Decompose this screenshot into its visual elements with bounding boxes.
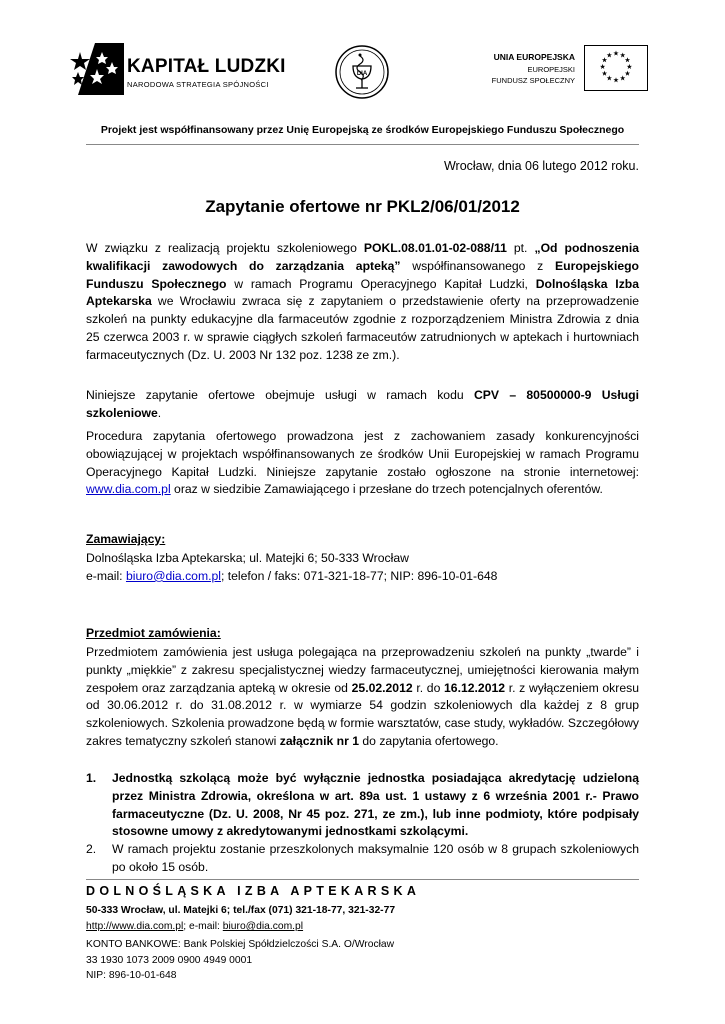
efs-name: Europejskiego Funduszu Społecznego [86, 258, 639, 291]
footer-bank-name: KONTO BANKOWE: Bank Polskiej Spółdzielczości S.A. O/Wrocław [86, 939, 395, 950]
subject-heading: Przedmiot zamówienia: [86, 626, 221, 640]
eu-label-line1: UNIA EUROPEJSKA [493, 52, 575, 62]
footer-address: 50-333 Wrocław, ul. Matejki 6; tel./fax (071) 321-18-77, 321-32-77 [86, 905, 396, 916]
client-heading: Zamawiający: [86, 532, 166, 546]
client-phone-nip: ; telefon / faks: 071-321-18-77; NIP: 896-10-01-648 [221, 568, 498, 583]
intro-text-3: współfinansowanego z [400, 258, 556, 273]
cpv-paragraph [86, 387, 639, 423]
intro-text-2: pt. [506, 241, 535, 255]
organization-name: Dolnośląska Izba Aptekarska [86, 276, 640, 309]
subject-text-4: do zapytania ofertowego. [359, 733, 499, 748]
footer-web-contact [86, 921, 303, 932]
procedure-paragraph [86, 428, 639, 499]
dia-logo-text: DIA [356, 71, 368, 77]
cpv-text-2: . [157, 405, 162, 420]
end-date: 16.12.2012 [444, 680, 506, 695]
footer-website-link[interactable]: http://www.dia.com.pl [86, 921, 184, 932]
procedure-text-2: oraz w siedzibie Zamawiającego i przesłane do trzech potencjalnych oferentów. [170, 482, 603, 497]
eu-label [487, 52, 575, 87]
dia-pharmacy-logo-icon [334, 44, 390, 100]
cpv-text-1: Niniejsze zapytanie ofertowe obejmuje usługi w ramach kodu [86, 388, 474, 402]
eu-label-line2: EUROPEJSKI [527, 64, 575, 74]
intro-text-1: W związku z realizacją projektu szkoleniowego [86, 241, 364, 255]
cpv-code: CPV – 80500000-9 Usługi szkoleniowe [86, 388, 639, 420]
header-divider [86, 144, 639, 145]
client-contact [86, 568, 639, 586]
list-item [86, 841, 639, 877]
project-title: „Od podnoszenia kwalifikacji zawodowych do zarządzania apteką” [86, 241, 639, 273]
footer-organization: DOLNOŚLĄSKA IZBA APTEKARSKA [86, 884, 421, 898]
client-address: Dolnośląska Izba Aptekarska; ul. Matejki 6; 50-333 Wrocław [86, 551, 409, 565]
list-item-number: 1. [86, 771, 97, 785]
eu-flag-icon [584, 45, 648, 91]
intro-text-5: we Wrocławiu zwraca się z zapytaniem o przedstawienie oferty na przeprowadzenie szkoleń na punkty edukacyjne dla farmaceutów zgodnie z rozporządzeniem Ministra Zdrowia z dnia 25 czerwca 2003 r. w sprawie ciągłych szkoleń farmaceutów zatrudnionych w aptekach i hurtowniach farmaceutycznych (Dz. U. 2003 Nr 132 poz. 1238 ze zm.). [86, 294, 639, 362]
subject-text-2: r. do [412, 680, 445, 695]
kapital-ludzki-title: KAPITAŁ LUDZKI [127, 56, 286, 77]
list-item [86, 770, 639, 841]
footer-divider [86, 879, 639, 880]
list-item-number: 2. [86, 842, 97, 857]
client-email-link[interactable]: biuro@dia.com.pl [125, 568, 221, 583]
intro-paragraph [86, 240, 639, 365]
attachment-reference: załącznik nr 1 [279, 733, 359, 748]
client-details [86, 550, 639, 586]
footer-bank-details [86, 937, 394, 984]
page-title: Zapytanie ofertowe nr PKL2/06/01/2012 [205, 197, 520, 216]
client-email-label: e-mail: [86, 568, 126, 583]
kapital-ludzki-logo-icon [66, 43, 124, 95]
footer-account-number: 33 1930 1073 2009 0900 4949 0001 [86, 954, 253, 966]
eu-label-line3: FUNDUSZ SPOŁECZNY [491, 76, 575, 85]
footer-email-label: ; e-mail: [183, 921, 223, 932]
subject-text-3: r. z wyłączeniem okresu od 30.06.2012 r. do 31.08.2012 r. w wymiarze 54 godzin szkoleniowych dla każdej z 8 grup szkoleniowych. Szkolenia prowadzone będą w formie warsztatów, case study, wykładów. Szczegółowy zakres tematyczny szkoleń stanowi [86, 680, 639, 748]
subject-text-1: Przedmiotem zamówienia jest usługa polegająca na przeprowadzeniu szkoleń na punkty „twarde” i punkty „miękkie” z zakresu specjalistycznej wiedzy farmaceutycznej, umiejętności kierowania małym zespołem oraz zarządzania apteką w okresie od [86, 645, 639, 695]
procedure-text-1: Procedura zapytania ofertowego prowadzona jest z zachowaniem zasady konkurencyjności obowiązującej w projektach współfinansowanych ze środków Unii Europejskiej w ramach Programu Operacyjnego Kapitał Ludzki. Niniejsze zapytanie zostało ogłoszone na stronie internetowej: [86, 429, 639, 479]
project-code: POKL.08.01.01-02-088/11 [363, 241, 507, 255]
footer-email-link[interactable]: biuro@dia.com.pl [222, 921, 304, 932]
intro-text-4: w ramach Programu Operacyjnego Kapitał Ludzki, [226, 276, 536, 291]
place-and-date: Wrocław, dnia 06 lutego 2012 roku. [443, 159, 639, 173]
website-link[interactable]: www.dia.com.pl [86, 482, 171, 497]
requirements-list [86, 770, 639, 877]
subject-paragraph [86, 644, 639, 751]
list-item-text: W ramach projektu zostanie przeszkolonych maksymalnie 120 osób w 8 grupach szkoleniowych po około 15 osób. [112, 842, 639, 874]
start-date: 25.02.2012 [351, 680, 413, 695]
cofinancing-statement: Projekt jest współfinansowany przez Unię Europejską ze środków Europejskiego Funduszu Społecznego [100, 124, 625, 136]
list-item-text: Jednostką szkolącą może być wyłącznie jednostka posiadająca akredytację udzieloną przez Ministra Zdrowia, określona w art. 89a ust. 1 ustawy z 6 września 2001 r.- Prawo farmaceutyczne (Dz. U. 2008, Nr 45 poz. 271, ze zm.), lub inne podmioty, które podpisały stosowne umowy z akredytowanymi jednostkami szkolącymi. [112, 771, 639, 839]
footer-nip: NIP: 896-10-01-648 [86, 970, 177, 981]
kapital-ludzki-subtitle: NARODOWA STRATEGIA SPÓJNOŚCI [127, 80, 269, 89]
